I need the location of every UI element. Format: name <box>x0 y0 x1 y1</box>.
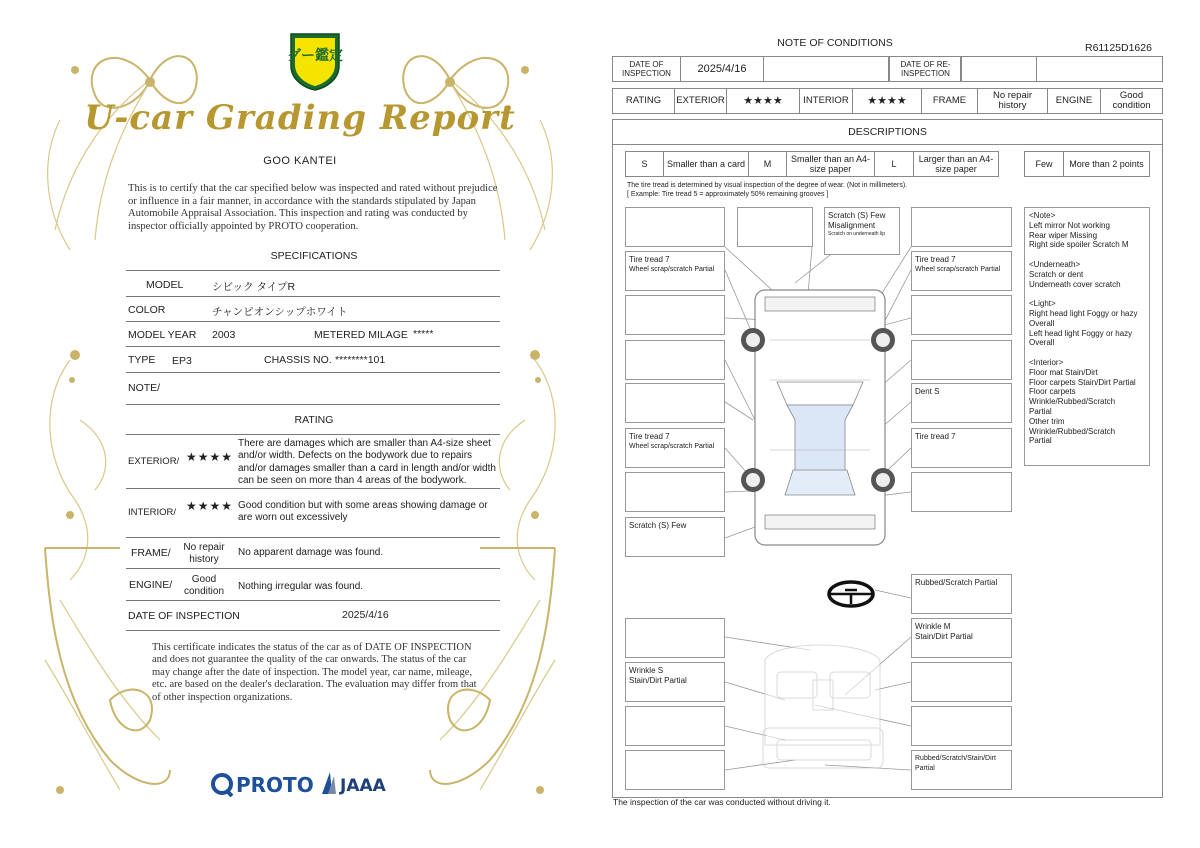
box-interior-right-line2: Stain/Dirt Partial <box>915 632 973 641</box>
date-reinspection-label: DATE OF RE-INSPECTION <box>889 56 962 82</box>
condition-box <box>911 472 1012 512</box>
note-line: Floor carpets <box>1029 387 1076 397</box>
condition-box <box>625 207 725 247</box>
note-line: Floor carpets Stain/Dirt Partial <box>1029 377 1136 387</box>
note-line: Partial <box>1029 436 1052 446</box>
condition-box <box>625 340 725 380</box>
interior-stars: ★★★★ <box>186 499 234 513</box>
condition-box <box>625 295 725 335</box>
condition-box <box>625 706 725 746</box>
steering-wheel-icon <box>829 582 873 606</box>
box-right-tire-front-line2: Wheel scrap/scratch Partial <box>915 266 1001 273</box>
frame-label: FRAME/ <box>131 547 171 559</box>
condition-box <box>625 750 725 790</box>
condition-box <box>625 662 725 702</box>
color-value: チャンピオンシップホワイト <box>212 306 348 318</box>
note-footer: The inspection of the car was conducted without driving it. <box>613 797 831 807</box>
divider <box>126 434 500 435</box>
condition-box <box>737 207 813 247</box>
descriptions-heading: DESCRIPTIONS <box>612 119 1163 145</box>
condition-box <box>911 750 1012 790</box>
note-line <box>1029 289 1147 299</box>
note-line: Floor mat Stain/Dirt <box>1029 367 1098 377</box>
note-line: Right head light Foggy or hazy <box>1029 308 1138 318</box>
box-left-tire-rear-line1: Tire tread 7 <box>629 432 670 441</box>
note-label: NOTE/ <box>128 382 161 394</box>
type-value: EP3 <box>172 355 192 367</box>
divider <box>126 296 500 297</box>
box-left-tire-rear-line2: Wheel scrap/scratch Partial <box>629 443 715 450</box>
box-front-center-small: Scratch on underneath lip <box>828 231 885 237</box>
box-left-tire-front-line2: Wheel scrap/scratch Partial <box>629 266 715 273</box>
badge-text: グー鑑定 <box>287 48 343 64</box>
certificate-intro: This is to certify that the car specified below was inspected and rated without prejudice or influence in a fair manner, in accordance with the standards stipulated by Japan Automobile Appraisal Association. This inspection and rating was conducted by inspector officially appointed by PROTO cooperation. <box>128 183 498 232</box>
legend-code-s: S <box>625 151 664 177</box>
condition-box <box>911 662 1012 702</box>
type-label: TYPE <box>128 354 156 366</box>
legend-text-l: Larger than an A4-size paper <box>913 151 999 177</box>
condition-box <box>625 251 725 291</box>
condition-box <box>911 383 1012 423</box>
condition-box <box>625 618 725 658</box>
note-line: Underneath cover scratch <box>1029 279 1121 289</box>
engine-label: ENGINE/ <box>129 579 173 591</box>
note-line: Wrinkle/Rubbed/Scratch <box>1029 397 1116 407</box>
condition-box <box>911 295 1012 335</box>
notes-panel <box>1024 207 1150 466</box>
divider <box>126 488 500 489</box>
note-line: Rear wiper Missing <box>1029 230 1098 240</box>
legend-text-m: Smaller than an A4-size paper <box>786 151 875 177</box>
box-left-tire-front-line1: Tire tread 7 <box>629 255 670 264</box>
box-right-tire-front-line1: Tire tread 7 <box>915 255 956 264</box>
condition-box <box>911 207 1012 247</box>
certificate-footer-text: This certificate indicates the status of the car as of DATE OF INSPECTION and does not guarantee the quality of the car onwards. The status of the car may change after the date of inspection. The model year, car name, mileage, etc. are based on the dealer's declaration. The evaluation may differ from that of other inspection organizations. <box>152 642 477 703</box>
frame-label: FRAME <box>921 88 978 114</box>
legend-code-few: Few <box>1024 151 1064 177</box>
divider <box>126 270 500 271</box>
exterior-label: EXTERIOR <box>674 88 727 114</box>
rating-heading: RATING <box>294 414 334 426</box>
tread-note-1: The tire tread is determined by visual inspection of the degree of wear. (Not in millimeters). <box>627 182 908 189</box>
chassis-value: ********101 <box>335 354 386 366</box>
notes-list <box>1029 211 1147 446</box>
chassis-label: CHASSIS NO. <box>264 354 332 366</box>
divider <box>126 630 500 631</box>
note-of-conditions <box>605 0 1200 848</box>
model-label: MODEL <box>146 279 184 291</box>
note-line <box>1029 348 1147 358</box>
note-line: Other trim <box>1029 416 1065 426</box>
divider <box>126 600 500 601</box>
model-value: シビック タイプR <box>212 281 296 293</box>
metered-mileage-value: ***** <box>413 328 434 340</box>
interior-label: INTERIOR <box>799 88 853 114</box>
specifications-heading: SPECIFICATIONS <box>270 250 358 262</box>
frame-description: No apparent damage was found. <box>238 547 384 558</box>
condition-box <box>911 574 1012 614</box>
note-line <box>1029 250 1147 260</box>
certificate-subtitle: GOO KANTEI <box>263 155 337 167</box>
condition-box <box>625 383 725 423</box>
proto-logo <box>210 770 320 798</box>
goo-kantei-badge-icon <box>285 30 345 92</box>
legend-code-l: L <box>874 151 914 177</box>
frame-value: No repair history <box>977 88 1048 114</box>
exterior-label: EXTERIOR/ <box>128 456 180 467</box>
engine-value: Good condition <box>183 574 225 597</box>
model-year-label: MODEL YEAR <box>128 329 197 341</box>
divider <box>126 568 500 569</box>
divider <box>126 346 500 347</box>
divider <box>126 537 500 538</box>
date-of-inspection-label: DATE OF INSPECTION <box>128 610 240 622</box>
box-front-center-line2: Misalignment <box>828 221 876 230</box>
svg-text:JAAA: JAAA <box>340 776 386 796</box>
interior-label: INTERIOR/ <box>128 507 177 518</box>
car-top-view-icon <box>755 290 885 545</box>
note-line: Partial <box>1029 406 1052 416</box>
condition-box <box>824 207 900 255</box>
box-interior-right-bottom: Rubbed/Scratch/Stain/Dirt Partial <box>915 755 996 772</box>
note-line: <Light> <box>1029 299 1056 309</box>
exterior-stars: ★★★★ <box>726 88 800 114</box>
interior-stars: ★★★★ <box>852 88 922 114</box>
divider <box>126 404 500 405</box>
condition-box <box>911 251 1012 291</box>
frame-value: No repair history <box>183 542 225 565</box>
note-line: Left mirror Not working <box>1029 220 1110 230</box>
box-steering: Rubbed/Scratch Partial <box>915 578 998 587</box>
box-rear-left: Scratch (S) Few <box>629 521 687 530</box>
condition-box <box>911 618 1012 658</box>
legend-code-m: M <box>748 151 787 177</box>
condition-box <box>911 706 1012 746</box>
exterior-description: There are damages which are smaller than A4-size sheet and/or width. Defects on the bodywork due to repairs and/or damages smaller than a card in length and/or width can be seen on more than 4 areas of the bodywork. <box>238 438 496 487</box>
condition-box <box>625 517 725 557</box>
legend-text-s: Smaller than a card <box>663 151 749 177</box>
divider <box>126 321 500 322</box>
condition-box <box>625 428 725 468</box>
note-line: Overall <box>1029 338 1055 348</box>
note-line: Right side spoiler Scratch M <box>1029 240 1129 250</box>
note-line: <Underneath> <box>1029 259 1081 269</box>
box-right-dent: Dent S <box>915 387 940 396</box>
engine-label: ENGINE <box>1047 88 1101 114</box>
date-inspection-label: DATE OF INSPECTION <box>612 56 681 82</box>
rating-label: RATING <box>612 88 675 114</box>
note-line: Overall <box>1029 318 1055 328</box>
box-interior-left-line2: Stain/Dirt Partial <box>629 676 687 685</box>
box-interior-right-line1: Wrinkle M <box>915 622 951 631</box>
car-interior-view-icon <box>763 645 883 768</box>
engine-value: Good condition <box>1100 88 1163 114</box>
note-line: <Interior> <box>1029 357 1064 367</box>
divider <box>126 372 500 373</box>
date-of-inspection-value: 2025/4/16 <box>342 609 389 621</box>
model-year-value: 2003 <box>212 329 236 341</box>
interior-description: Good condition but with some areas showing damage or are worn out excessively <box>238 500 488 524</box>
note-line: Scratch or dent <box>1029 269 1084 279</box>
box-right-tire-rear: Tire tread 7 <box>915 432 956 441</box>
box-interior-left-line1: Wrinkle S <box>629 666 664 675</box>
svg-text:PROTO: PROTO <box>236 773 314 797</box>
metered-mileage-label: METERED MILAGE <box>314 329 408 341</box>
jaaa-logo <box>318 768 398 798</box>
certificate-title: U-car Grading Report <box>84 98 516 138</box>
note-line: <Note> <box>1029 211 1056 220</box>
note-title: NOTE OF CONDITIONS <box>777 37 893 49</box>
condition-box <box>625 472 725 512</box>
engine-description: Nothing irregular was found. <box>238 581 364 592</box>
tread-note-2: [ Example: Tire tread 5 = approximately 50% remaining grooves ] <box>627 191 829 198</box>
legend-text-few: More than 2 points <box>1063 151 1150 177</box>
exterior-stars: ★★★★ <box>186 450 234 464</box>
condition-box <box>911 428 1012 468</box>
report-reference: R61125D1626 <box>1085 42 1152 54</box>
note-line: Wrinkle/Rubbed/Scratch <box>1029 426 1116 436</box>
note-line: Left head light Foggy or hazy <box>1029 328 1133 338</box>
box-front-center-line1: Scratch (S) Few <box>828 211 886 220</box>
condition-box <box>911 340 1012 380</box>
date-inspection-value: 2025/4/16 <box>680 56 764 82</box>
color-label: COLOR <box>128 304 166 316</box>
